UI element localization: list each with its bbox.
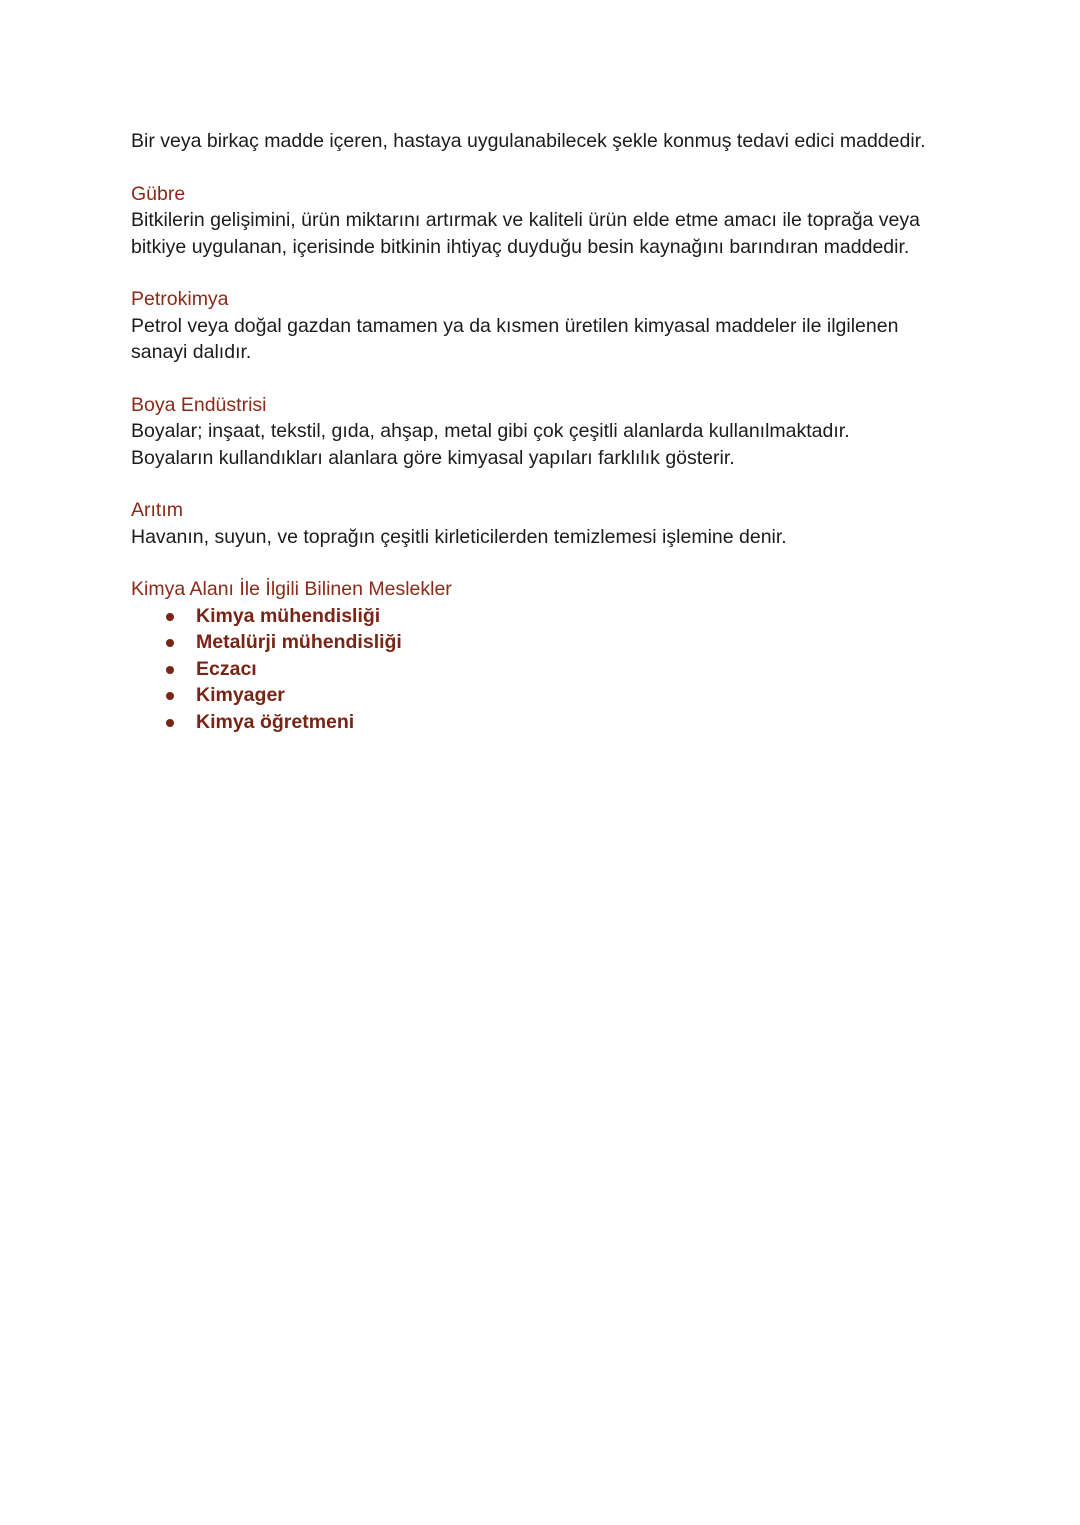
section-line: Bitkilerin gelişimini, ürün miktarını artırmak ve kaliteli ürün elde etme amacı ile toprağa veya: [131, 209, 920, 231]
document-page: [131, 128, 971, 735]
list-item: [165, 603, 971, 630]
list-item-label: Eczacı: [196, 657, 257, 680]
section-aritim: [131, 497, 971, 550]
list-item: [165, 629, 971, 656]
bullet-icon: [166, 613, 174, 621]
bullet-icon: [166, 639, 174, 647]
bullet-icon: [166, 666, 174, 674]
section-line: sanayi dalıdır.: [131, 341, 252, 363]
list-item-label: Kimyager: [196, 684, 285, 706]
section-line: Boyaların kullandıkları alanlara göre kimyasal yapıları farklılık gösterir.: [131, 446, 735, 469]
bullet-icon: [166, 719, 174, 727]
list-item-label: Kimya mühendisliği: [196, 604, 381, 627]
section-heading: Boya Endüstrisi: [131, 393, 267, 416]
professions-heading: Kimya Alanı İle İlgili Bilinen Meslekler: [131, 578, 452, 600]
list-item: [165, 682, 971, 709]
section-heading: Gübre: [131, 182, 186, 205]
section-gubre: [131, 181, 971, 261]
section-professions: [131, 576, 971, 735]
section-boya-endustrisi: [131, 392, 971, 472]
bullet-icon: [166, 692, 174, 700]
list-item: [165, 709, 971, 736]
section-line: Havanın, suyun, ve toprağın çeşitli kirleticilerden temizlemesi işlemine denir.: [131, 525, 787, 548]
professions-list: [131, 603, 971, 736]
section-line: bitkiye uygulanan, içerisinde bitkinin ihtiyaç duyduğu besin kaynağını barındıran maddedir.: [131, 235, 910, 258]
intro-text: Bir veya birkaç madde içeren, hastaya uygulanabilecek şekle konmuş tedavi edici maddedir.: [131, 130, 926, 152]
list-item-label: Metalürji mühendisliği: [196, 631, 402, 653]
section-line: Boyalar; inşaat, tekstil, gıda, ahşap, metal gibi çok çeşitli alanlarda kullanılmaktadır.: [131, 420, 850, 442]
list-item-label: Kimya öğretmeni: [196, 710, 355, 733]
section-heading: Arıtım: [131, 499, 183, 521]
section-petrokimya: [131, 286, 971, 366]
section-heading: Petrokimya: [131, 288, 229, 310]
section-line: Petrol veya doğal gazdan tamamen ya da kısmen üretilen kimyasal maddeler ile ilgilenen: [131, 314, 899, 337]
list-item: [165, 656, 971, 683]
